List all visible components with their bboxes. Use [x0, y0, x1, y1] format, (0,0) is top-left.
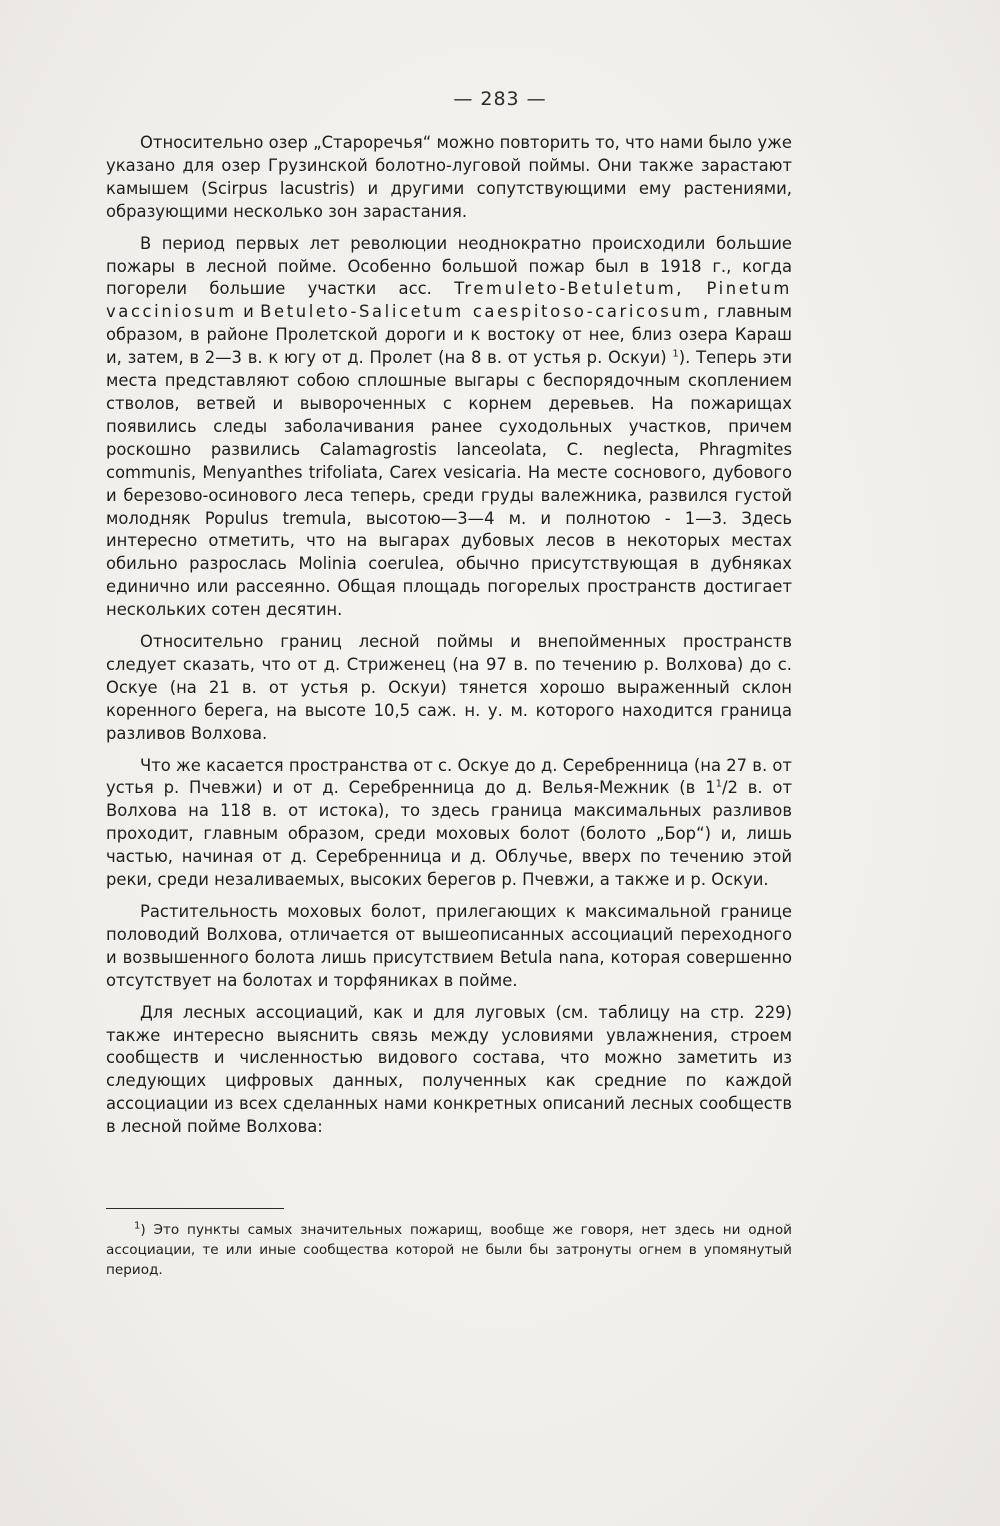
footnote-text: ) Это пункты самых значительных пожарищ, вообще же говоря, нет здесь ни одной ассоциации, те или иные сообщества которой не были бы затронуты огнем в упомянутый период. — [106, 1222, 792, 1278]
page-number: — 283 — — [453, 88, 547, 110]
paragraph-4-end: в. от Волхова на 118 в. от истока), то здесь граница максимальных разливов проходит, главным образом, среди моховых болот (болото „Бор“) и, лишь частью, начиная от д. Серебренница и д. Облучье, вверх по течению этой реки, среди незаливаемых, высоких берегов р. Пчевжи, а также и р. Оскуи. — [106, 778, 792, 890]
association-name: Betuleto-Salicetum caespitoso-caricosum, — [260, 302, 711, 322]
paragraph-4 — [106, 755, 792, 892]
paragraph-3: Относительно границ лесной поймы и внепойменных пространств следует сказать, что от д. Стриженец (на 97 в. по течению р. Волхова) до с. Оскуе (на 21 в. от устья р. Оскуи) тянется хорошо выраженный склон коренного берега, на высоте 10,5 саж. н. у. м. которого находится граница разливов Волхова. — [106, 632, 792, 743]
paragraph-2 — [106, 233, 792, 622]
paragraph-1: Относительно озер „Староречья“ можно повторить то, что нами было уже указано для озер Грузинской болотно-луговой поймы. Они также зарастают камышем (Scirpus lacustris) и другими сопутствующими ему растениями, образующими несколько зон зарастания. — [106, 133, 792, 221]
fraction-denominator: /2 — [721, 778, 738, 798]
footnote-divider — [106, 1208, 284, 1209]
paragraph-4-start: Что же касается пространства от с. Оскуе до д. Серебренница (на 27 в. от устья р. Пчевжи) и от д. Серебренница до д. Велья-Межник (в 1 — [106, 755, 792, 798]
paragraph-5: Растительность моховых болот, прилегающих к максимальной границе половодий Волхова, отличается от вышеописанных ассоциаций переходного и возвышенного болота лишь присутствием Betula nana, которая совершенно отсутствует на болотах и торфяниках в пойме. — [106, 902, 792, 990]
conjunction: и — [243, 302, 254, 322]
paragraph-6: Для лесных ассоциаций, как и для луговых (см. таблицу на стр. 229) также интересно выяснить связь между условиями увлажнения, строем сообществ и численностью видового состава, что можно заметить из следующих цифровых данных, полученных как средние по каждой ассоциации из всех сделанных нами конкретных описаний лесных сообществ в лесной пойме Волхова: — [106, 1002, 792, 1137]
fraction-numerator: 1 — [715, 779, 722, 790]
body-text — [106, 132, 792, 1148]
paragraph-2-end: ). Теперь эти места представляют собою сплошные выгары с беспорядочным скоплением стволов, ветвей и вывороченных с корнем деревьев. На пожарищах появились следы заболачивания ранее суходольных участков, причем роскошно развились Calamagrostis lanceolata, C. neglecta, Phragmites communis, Menyanthes trifoliata, Carex vesicaria. На месте соснового, дубового и березово-осинового леса теперь, среди груды валежника, развился густой молодняк Populus tremula, высотою—3—4 м. и полнотою - 1—3. Здесь интересно отметить, что на выгарах дубовых лесов в некоторых местах обильно разрослась Molinia coerulea, обычно присутствующая в дубняках единично или рассеянно. Общая площадь погорелых пространств достигает нескольких сотен десятин. — [106, 348, 792, 620]
footnote — [106, 1220, 792, 1280]
paragraph-2-middle: главным образом, в районе Пролетской дороги и к востоку от нее, близ озера Караш и, затем, в 2—3 в. к югу от д. Пролет (на 8 в. от устья р. Оскуи) — [106, 302, 792, 368]
footnote-reference: 1 — [672, 348, 679, 360]
paragraph-2-start: В период первых лет революции неоднократно происходили большие пожары в лесной пойме. Особенно большой пожар был в 1918 г., когда погорели большие участки асс. — [106, 233, 792, 299]
association-name: Pinetum vacciniosum — [106, 279, 792, 322]
footnote-mark: 1 — [134, 1220, 141, 1232]
association-name: Tremuleto-Betuletum, — [454, 279, 685, 299]
